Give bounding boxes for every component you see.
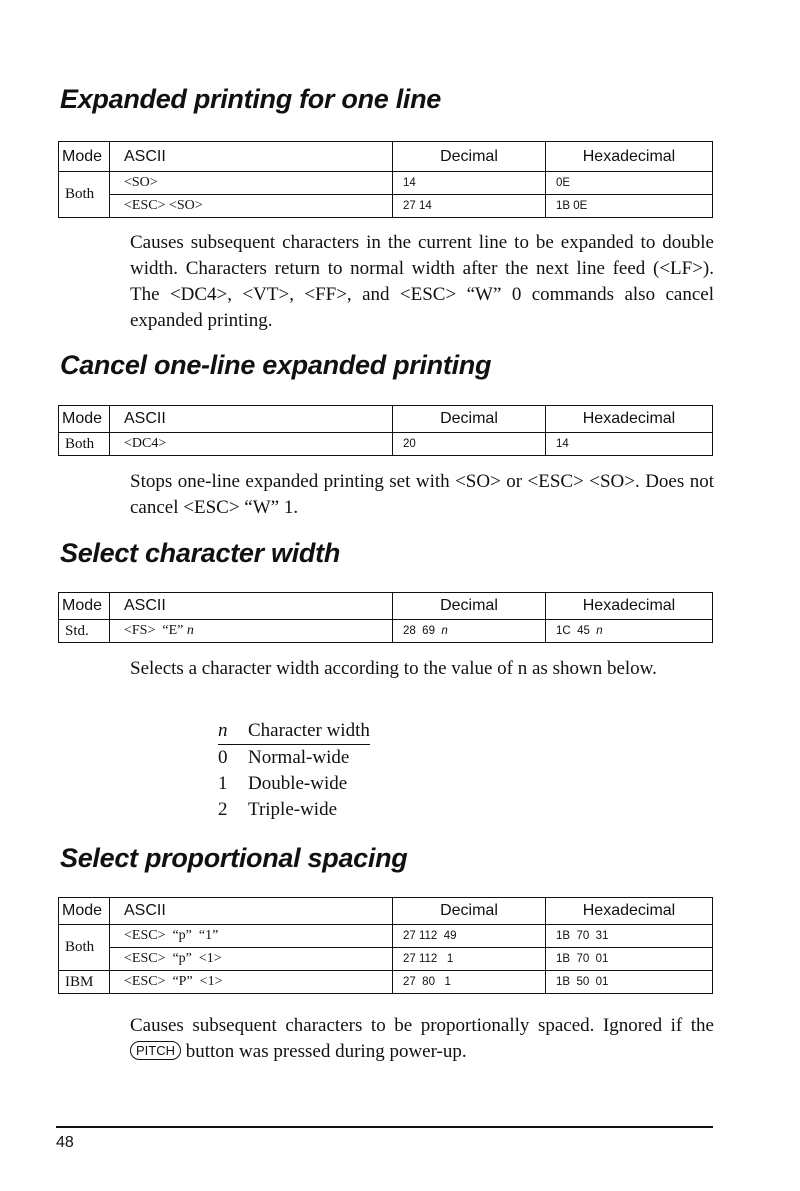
column-header-hexadecimal: Hexadecimal: [546, 406, 713, 433]
column-header-mode: Mode: [59, 406, 110, 433]
table-header-row: [59, 406, 713, 433]
column-header-hexadecimal: Hexadecimal: [546, 142, 713, 172]
column-header-decimal: Decimal: [393, 898, 546, 925]
hex-cell: 1B 50 01: [546, 971, 713, 994]
section-description: Selects a character width according to the value of n as shown below.: [130, 658, 657, 679]
decimal-cell: 14: [393, 172, 546, 195]
ascii-cell: [110, 620, 393, 643]
section-description: [130, 1013, 714, 1065]
command-table-character-width: [58, 592, 713, 643]
mode-cell: Both: [59, 172, 110, 218]
column-header-mode: Mode: [59, 593, 110, 620]
table-row: [59, 971, 713, 994]
column-header-hexadecimal: Hexadecimal: [546, 898, 713, 925]
param-header-n: n: [218, 720, 228, 741]
section-description: Causes subsequent characters in the current line to be expanded to double width. Characters return to normal width after the next line feed (<LF>). The <DC4>, <VT>, <FF>, and <ESC> “W” 0 commands also cancel expanded printing.: [130, 232, 714, 331]
column-header-mode: Mode: [59, 898, 110, 925]
hex-cell: 0E: [546, 172, 713, 195]
param-table-header: [218, 718, 370, 745]
table-header-row: [59, 142, 713, 172]
character-width-table: [218, 718, 370, 823]
ascii-cell: <ESC> “p” <1>: [110, 948, 393, 971]
hex-cell: 1B 0E: [546, 195, 713, 218]
decimal-cell: 27 14: [393, 195, 546, 218]
decimal-cell: [393, 620, 546, 643]
hex-cell: 1B 70 31: [546, 925, 713, 948]
param-label: Triple-wide: [248, 799, 338, 820]
param-label: Double-wide: [248, 773, 348, 794]
command-table-cancel-expanded: [58, 405, 713, 456]
pitch-button-keycap: PITCH: [130, 1041, 181, 1060]
ascii-code: <FS> “E”: [124, 623, 184, 638]
table-row: [59, 172, 713, 195]
ascii-cell: <ESC> <SO>: [110, 195, 393, 218]
param-header-label: Character width: [248, 720, 370, 741]
column-header-decimal: Decimal: [393, 593, 546, 620]
section-title-character-width: Select character width: [60, 538, 341, 568]
decimal-cell: 27 80 1: [393, 971, 546, 994]
section-title-cancel-expanded: Cancel one-line expanded printing: [60, 350, 492, 380]
table-row: [59, 620, 713, 643]
column-header-mode: Mode: [59, 142, 110, 172]
description-text: Causes subsequent characters to be proportionally spaced. Ignored if the: [130, 1015, 714, 1036]
hex-code: 1C 45: [556, 625, 590, 637]
param-value: 0: [218, 747, 228, 768]
param-value: 1: [218, 773, 228, 794]
ascii-cell: <SO>: [110, 172, 393, 195]
mode-cell: Both: [59, 433, 110, 456]
hex-cell: 1B 70 01: [546, 948, 713, 971]
param-row: [218, 771, 370, 797]
footer-rule: [56, 1126, 713, 1128]
mode-cell: IBM: [59, 971, 110, 994]
table-header-row: [59, 898, 713, 925]
command-table-expanded-one-line: [58, 141, 713, 218]
parameter-n: n: [441, 625, 448, 637]
column-header-ascii: ASCII: [110, 142, 393, 172]
hex-cell: 14: [546, 433, 713, 456]
decimal-code: 28 69: [403, 625, 435, 637]
section-description: Stops one-line expanded printing set with <SO> or <ESC> <SO>. Does not cancel <ESC> “W” 1.: [130, 471, 714, 518]
table-row: [59, 948, 713, 971]
table-row: [59, 433, 713, 456]
mode-cell: Std.: [59, 620, 110, 643]
command-table-proportional-spacing: [58, 897, 713, 994]
table-header-row: [59, 593, 713, 620]
section-title-expanded-one-line: Expanded printing for one line: [60, 84, 442, 114]
column-header-decimal: Decimal: [393, 406, 546, 433]
ascii-cell: <DC4>: [110, 433, 393, 456]
column-header-ascii: ASCII: [110, 406, 393, 433]
hex-cell: [546, 620, 713, 643]
column-header-decimal: Decimal: [393, 142, 546, 172]
column-header-ascii: ASCII: [110, 898, 393, 925]
mode-cell: Both: [59, 925, 110, 971]
decimal-cell: 27 112 1: [393, 948, 546, 971]
ascii-cell: <ESC> “P” <1>: [110, 971, 393, 994]
param-row: [218, 797, 370, 823]
table-row: [59, 195, 713, 218]
decimal-cell: 27 112 49: [393, 925, 546, 948]
param-value: 2: [218, 799, 228, 820]
column-header-hexadecimal: Hexadecimal: [546, 593, 713, 620]
ascii-cell: <ESC> “p” “1”: [110, 925, 393, 948]
decimal-cell: 20: [393, 433, 546, 456]
section-title-proportional-spacing: Select proportional spacing: [60, 843, 408, 873]
column-header-ascii: ASCII: [110, 593, 393, 620]
page-number: 48: [56, 1134, 74, 1151]
description-text: button was pressed during power-up.: [185, 1041, 467, 1062]
table-row: [59, 925, 713, 948]
param-row: [218, 745, 370, 771]
param-label: Normal-wide: [248, 747, 350, 768]
parameter-n: n: [596, 625, 603, 637]
parameter-n: n: [186, 623, 194, 638]
